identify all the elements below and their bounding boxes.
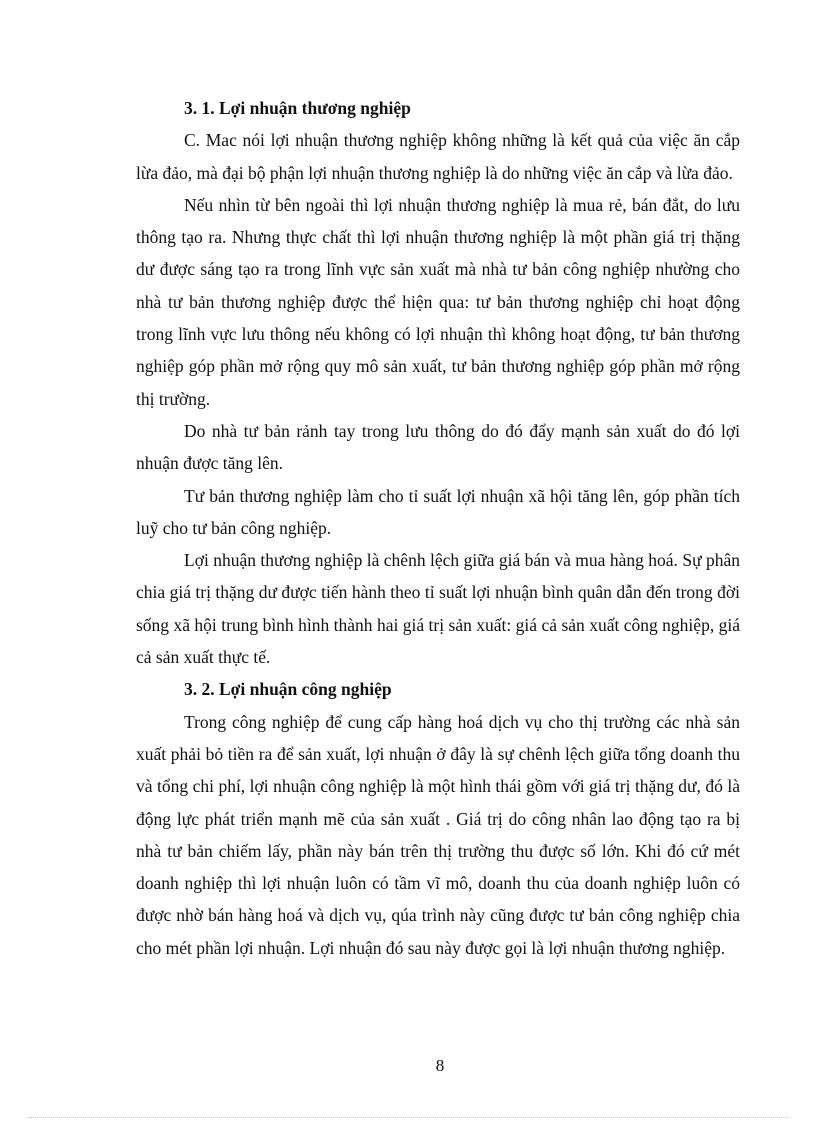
paragraph: Tư bản thương nghiệp làm cho tỉ suất lợi nhuận xã hội tăng lên, góp phần tích luỹ cho tư bản công nghiệp. [136,485,740,538]
section-commercial-profit [136,92,740,673]
paragraph: Lợi nhuận thương nghiệp là chênh lệch giữa giá bán và mua hàng hoá. Sự phân chia giá trị thặng dư được tiến hành theo tỉ suất lợi nhuận bình quân dẫn đến trong đời sống xã hội trung bình hình thành hai giá trị sản xuất: giá cả sản xuất công nghiệp, giá cả sản xuất thực tế. [136,550,740,668]
document-body [136,92,740,964]
page-bottom-divider [28,1117,788,1118]
section-industrial-profit [136,673,740,964]
paragraph: Trong công nghiệp để cung cấp hàng hoá dịch vụ cho thị trường các nhà sản xuất phải bỏ tiền ra để sản xuất, lợi nhuận ở đây là sự chênh lệch giữa tổng doanh thu và tổng chi phí, lợi nhuận công nghiệp là một hình thái gồm với giá trị thặng dư, đó là động lực phát triển mạnh mẽ của sản xuất . Giá trị do công nhân lao động tạo ra bị nhà tư bản chiếm lấy, phần này bán trên thị trường thu được số lớn. Khi đó cứ mét doanh nghiệp thì lợi nhuận luôn có tầm vĩ mô, doanh thu của doanh nghiệp luôn có được nhờ bán hàng hoá và dịch vụ, qúa trình này cũng được tư bản công nghiệp chia cho mét phần lợi nhuận. Lợi nhuận đó sau này được gọi là lợi nhuận thương nghiệp. [136,711,740,958]
paragraph: Do nhà tư bản rảnh tay trong lưu thông do đó đẩy mạnh sản xuất do đó lợi nhuận được tăng lên. [136,420,740,474]
paragraph: Nếu nhìn từ bên ngoài thì lợi nhuận thương nghiệp là mua rẻ, bán đắt, do lưu thông tạo ra. Nhưng thực chất thì lợi nhuận thương nghiệp là một phần giá trị thặng dư được sáng tạo ra trong lĩnh vực sản xuất mà nhà tư bản công nghiệp nhường cho nhà tư bản thương nghiệp được thể hiện qua: tư bản thương nghiệp chỉ hoạt động trong lĩnh vực lưu thông nếu không có lợi nhuận thì không hoạt động, tư bản thương nghiệp góp phần mở rộng quy mô sản xuất, tư bản thương nghiệp góp phần mở rộng thị trường. [136,194,740,409]
page-number: 8 [435,1056,445,1075]
paragraph: C. Mac nói lợi nhuận thương nghiệp không những là kết quả của việc ăn cắp lừa đảo, mà đại bộ phận lợi nhuận thương nghiệp là do những việc ăn cắp và lừa đảo. [136,130,740,183]
section-heading-commercial-profit: 3. 1. Lợi nhuận thương nghiệp [184,98,411,118]
section-heading-industrial-profit: 3. 2. Lợi nhuận công nghiệp [184,679,392,700]
